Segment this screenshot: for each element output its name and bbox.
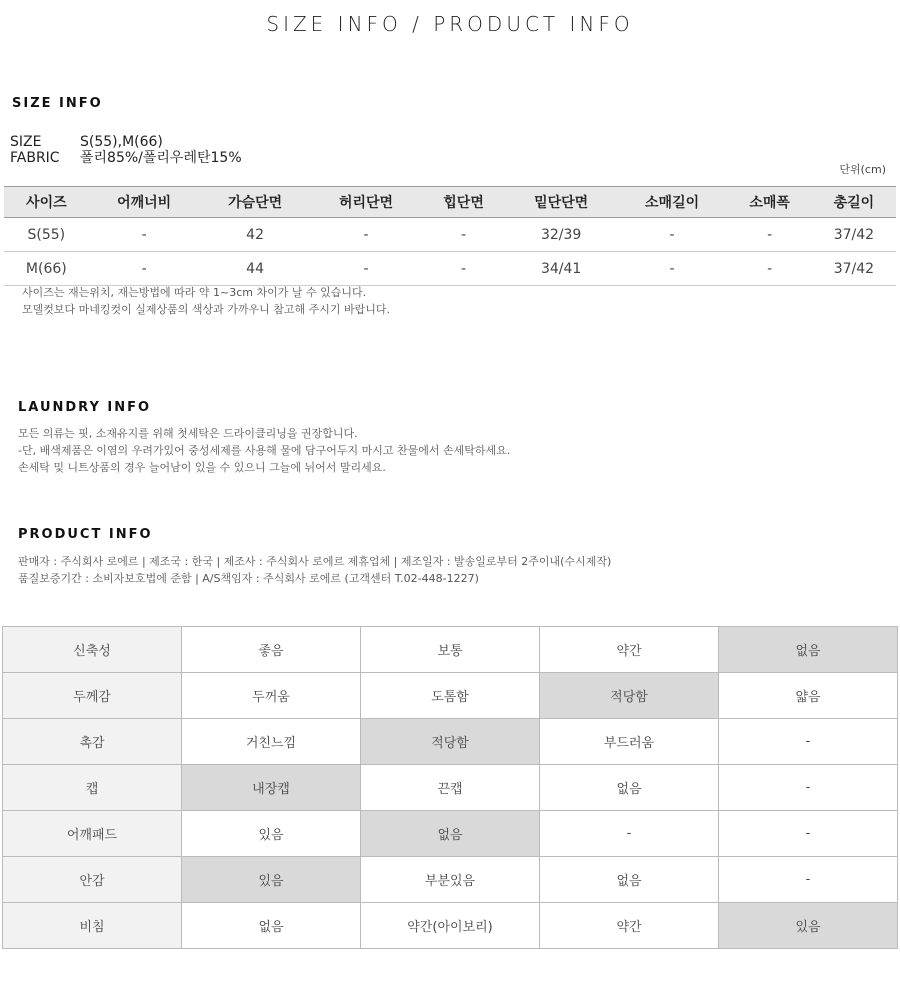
size-table-header-row (4, 187, 896, 218)
size-value: S(55),M(66) (80, 134, 163, 150)
laundry-line: 손세탁 및 니트상품의 경우 늘어남이 있을 수 있으니 그늘에 뉘어서 말리세요. (18, 461, 386, 474)
unit-label: 단위(cm) (839, 163, 886, 176)
laundry-line: 모든 의류는 핏, 소재유지를 위해 첫세탁은 드라이클리닝을 권장합니다. (18, 427, 358, 440)
attribute-row (3, 811, 898, 857)
header-cell: 소매길이 (617, 187, 728, 218)
attribute-option: 내장캡 (182, 765, 361, 811)
attribute-label: 신축성 (3, 627, 182, 673)
attribute-option: 약간(아이보리) (361, 903, 540, 949)
table-cell: - (617, 252, 728, 286)
attribute-option: 적당함 (540, 673, 719, 719)
table-cell: - (311, 218, 422, 252)
table-cell: 44 (200, 252, 311, 286)
attribute-option: - (719, 811, 898, 857)
size-spec (10, 134, 163, 150)
header-cell: 힙단면 (421, 187, 505, 218)
attribute-option: 부드러움 (540, 719, 719, 765)
fabric-value: 폴리85%/폴리우레탄15% (80, 150, 242, 166)
attribute-option: - (719, 857, 898, 903)
fabric-label: FABRIC (10, 150, 60, 166)
header-cell: 어깨너비 (89, 187, 200, 218)
attribute-option: 두꺼움 (182, 673, 361, 719)
size-table (4, 186, 896, 286)
size-note: 모델컷보다 마네킹컷이 실제상품의 색상과 가까우니 참고해 주시기 바랍니다. (22, 303, 391, 316)
attribute-label: 두께감 (3, 673, 182, 719)
laundry-notes (18, 425, 510, 476)
table-cell: M(66) (4, 252, 89, 286)
attribute-option: 보통 (361, 627, 540, 673)
fabric-spec (10, 150, 242, 166)
attribute-option: 약간 (540, 903, 719, 949)
product-line: 판매자 : 주식회사 로에르 | 제조국 : 한국 | 제조사 : 주식회사 로에르 제휴업체 | 제조일자 : 발송일로부터 2주이내(수시제작) (18, 555, 612, 568)
attribute-option: 끈캡 (361, 765, 540, 811)
table-cell: - (728, 252, 812, 286)
size-notes (22, 284, 390, 318)
attribute-option: - (719, 765, 898, 811)
header-cell: 총길이 (812, 187, 896, 218)
table-cell: 34/41 (506, 252, 617, 286)
table-cell: - (728, 218, 812, 252)
attribute-option: 없음 (540, 857, 719, 903)
attribute-row (3, 719, 898, 765)
attribute-option: 없음 (719, 627, 898, 673)
laundry-info-heading: LAUNDRY INFO (18, 400, 152, 415)
table-cell: - (311, 252, 422, 286)
attribute-option: 있음 (182, 811, 361, 857)
table-cell: 37/42 (812, 252, 896, 286)
header-cell: 소매폭 (728, 187, 812, 218)
attribute-label: 어깨패드 (3, 811, 182, 857)
attribute-option: 적당함 (361, 719, 540, 765)
attribute-option: 약간 (540, 627, 719, 673)
product-notes (18, 553, 611, 587)
table-cell: - (617, 218, 728, 252)
attribute-row (3, 673, 898, 719)
table-cell: - (421, 252, 505, 286)
size-info-heading: SIZE INFO (12, 96, 103, 111)
attribute-label: 비침 (3, 903, 182, 949)
page-title: SIZE INFO / PRODUCT INFO (266, 12, 634, 36)
table-row (4, 252, 896, 286)
table-cell: - (89, 218, 200, 252)
product-info-heading: PRODUCT INFO (18, 527, 153, 542)
attribute-row (3, 627, 898, 673)
table-cell: 37/42 (812, 218, 896, 252)
attribute-option: 얇음 (719, 673, 898, 719)
attribute-label: 캡 (3, 765, 182, 811)
attribute-option: 없음 (540, 765, 719, 811)
attribute-option: 부분있음 (361, 857, 540, 903)
header-cell: 밑단단면 (506, 187, 617, 218)
attribute-option: - (540, 811, 719, 857)
attribute-option: 없음 (361, 811, 540, 857)
product-line: 품질보증기간 : 소비자보호법에 준함 | A/S책임자 : 주식회사 로에르 (고객센터 T.02-448-1227) (18, 572, 479, 585)
attribute-label: 안감 (3, 857, 182, 903)
attribute-label: 촉감 (3, 719, 182, 765)
attribute-option: 거친느낌 (182, 719, 361, 765)
table-row (4, 218, 896, 252)
attribute-option: 없음 (182, 903, 361, 949)
header-cell: 허리단면 (311, 187, 422, 218)
attribute-row (3, 857, 898, 903)
attribute-row (3, 765, 898, 811)
header-cell: 가슴단면 (200, 187, 311, 218)
header-cell: 사이즈 (4, 187, 89, 218)
attribute-option: 도톰함 (361, 673, 540, 719)
table-cell: 42 (200, 218, 311, 252)
size-note: 사이즈는 재는위치, 재는방법에 따라 약 1~3cm 차이가 날 수 있습니다. (22, 286, 367, 299)
table-cell: 32/39 (506, 218, 617, 252)
attribute-option: - (719, 719, 898, 765)
attribute-option: 있음 (182, 857, 361, 903)
attribute-row (3, 903, 898, 949)
attribute-option: 있음 (719, 903, 898, 949)
table-cell: - (89, 252, 200, 286)
size-label: SIZE (10, 134, 42, 150)
table-cell: S(55) (4, 218, 89, 252)
attribute-option: 좋음 (182, 627, 361, 673)
table-cell: - (421, 218, 505, 252)
laundry-line: -단, 배색제품은 이염의 우려가있어 중성세제를 사용해 물에 담구어두지 마시고 찬물에서 손세탁하세요. (18, 444, 511, 457)
attribute-table (2, 626, 898, 949)
